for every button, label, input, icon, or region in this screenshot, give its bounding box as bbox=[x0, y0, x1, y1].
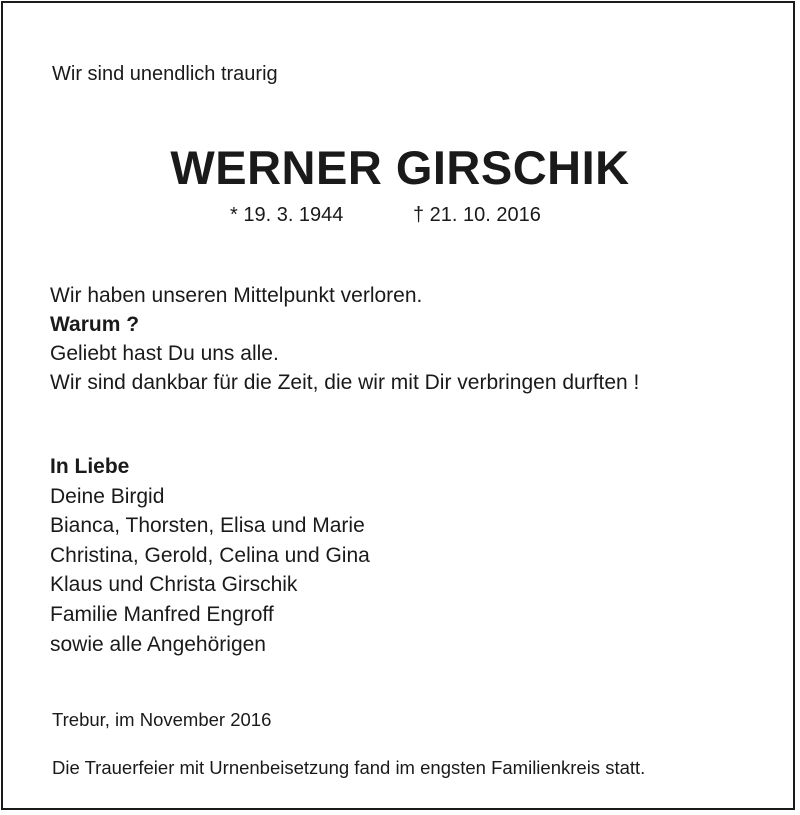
mourner-name: Klaus und Christa Girschik bbox=[50, 573, 298, 597]
place-date: Trebur, im November 2016 bbox=[52, 709, 272, 730]
obituary-frame bbox=[1, 1, 795, 810]
mourner-name: Christina, Gerold, Celina und Gina bbox=[50, 543, 370, 567]
funeral-note: Die Trauerfeier mit Urnenbeisetzung fand im engsten Familienkreis statt. bbox=[52, 757, 646, 778]
message-question: Warum ? bbox=[50, 313, 140, 336]
mourners-heading: In Liebe bbox=[50, 455, 130, 478]
mourner-name: sowie alle Angehörigen bbox=[50, 632, 266, 656]
opening-line: Wir sind unendlich traurig bbox=[52, 63, 278, 85]
message-line: Geliebt hast Du uns alle. bbox=[50, 342, 279, 365]
mourner-name: Bianca, Thorsten, Elisa und Marie bbox=[50, 514, 365, 538]
message-block bbox=[50, 281, 639, 397]
birth-date: * 19. 3. 1944 bbox=[230, 204, 344, 226]
death-date: † 21. 10. 2016 bbox=[413, 204, 541, 226]
message-line: Wir haben unseren Mittelpunkt verloren. bbox=[50, 284, 423, 307]
deceased-name: WERNER GIRSCHIK bbox=[170, 141, 630, 194]
mourner-name: Familie Manfred Engroff bbox=[50, 602, 274, 626]
message-line: Wir sind dankbar für die Zeit, die wir mit Dir verbringen durften ! bbox=[50, 371, 640, 394]
mourner-name: Deine Birgid bbox=[50, 484, 165, 508]
mourners-block bbox=[50, 452, 370, 659]
